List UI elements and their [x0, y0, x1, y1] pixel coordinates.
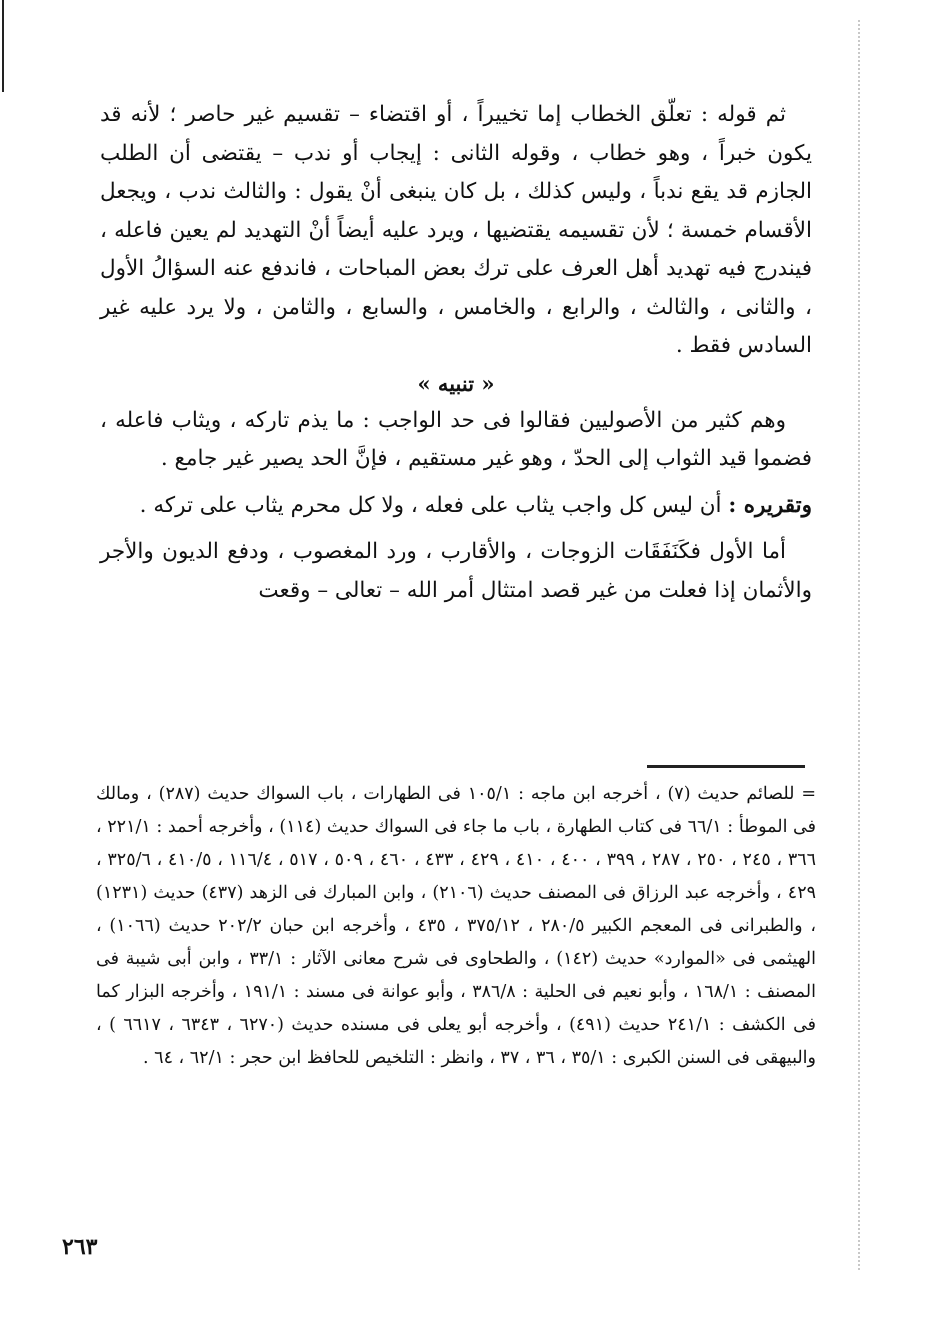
paragraph-1: ثم قوله : تعلّق الخطاب إما تخييراً ، أو اقتضاء – تقسيم غير حاصر ؛ لأنه قد يكون خبراً ، وهو خطاب ، وقوله الثانى : إيجاب أو ندب – يقتضى أن الطلب الجازم قد يقع ندباً ، وليس كذلك ، بل كان ينبغى أنْ يقول : والثالث ندب ، ويجعل الأقسام خمسة ؛ لأن تقسيمه يقتضيها ، ويرد عليه أيضاً أنْ التهديد لم يعين فاعله ، فيندرج فيه تهديد أهل العرف على ترك بعض المباحات ، فاندفع عنه السؤالُ الأول ، والثانى ، والثالث ، والرابع ، والخامس ، والسابع ، والثامن ، ولا يرد عليه غير السادس فقط .: [100, 102, 812, 358]
left-margin-rule: [2, 0, 4, 92]
footnote-separator: [647, 765, 805, 768]
page-number: ٢٦٣: [62, 1234, 98, 1260]
footnote-text: = للصائم حديث (٧) ، أخرجه ابن ماجه : ١٠٥/١ فى الطهارات ، باب السواك حديث (٢٨٧) ، ومالك فى الموطأ : ٦٦/١ فى كتاب الطهارة ، باب ما جاء فى السواك حديث (١١٤) ، وأخرجه أحمد : ٢٢١/١ ، ٣٦٦ ، ٢٤٥ ، ٢٥٠ ، ٢٨٧ ، ٣٩٩ ، ٤٠٠ ، ٤١٠ ، ٤٢٩ ، ٤٣٣ ، ٤٦٠ ، ٥٠٩ ، ٥١٧ ، ١١٦/٤ ، ٤١٠/٥ ، ٣٢٥/٦ ، ٤٢٩ ، وأخرجه عبد الرزاق فى المصنف حديث (٢١٠٦) ، وابن المبارك فى الزهد (٤٣٧) حديث (١٢٣١) ، والطبرانى فى المعجم الكبير ٢٨٠/٥ ، ٣٧٥/١٢ ، ٤٣٥ ، وأخرجه ابن حبان ٢٠٢/٢ حديث (١٠٦٦) ، الهيثمى فى «الموارد» حديث (١٤٢) ، والطحاوى فى شرح معانى الآثار : ٣٣/١ ، وابن أبى شيبة فى المصنف : ١٦٨/١ ، وأبو نعيم فى الحلية : ٣٨٦/٨ ، وأبو عوانة فى مسند : ١٩١/١ ، وأخرجه البزار كما فى الكشف : ٢٤١/١ حديث (٤٩١) ، وأخرجه أبو يعلى فى مسنده حديث (٦٢٧٠ ، ٦٣٤٣ ، ٦٦١٧ ) ، والبيهقى فى السنن الكبرى : ٣٥/١ ، ٣٦ ، ٣٧ ، وانظر : التلخيص للحافظ ابن حجر : ٦٢/١ ، ٦٤ .: [96, 784, 817, 1068]
paragraph-3-lead: وتقريره :: [728, 492, 812, 518]
footnotes: [96, 778, 816, 1075]
paragraph-gap: [100, 525, 812, 533]
page-body: [100, 96, 812, 610]
paragraph-4: أما الأول فكَنَفَقَات الزوجات ، والأقارب ، ورد المغصوب ، ودفع الديون والأجر والأثمان إذا فعلت من غير قصد امتثال أمر الله – تعالى – وقعت: [100, 539, 812, 603]
paragraph-2: وهم كثير من الأصوليين فقالوا فى حد الواجب : ما يذم تاركه ، ويثاب فاعله ، فضموا قيد الثواب إلى الحدّ ، وهو غير مستقيم ، فإنَّ الحد يصير غير جامع .: [100, 407, 812, 471]
right-margin-dotted-guide: [858, 20, 860, 1270]
section-heading: « تنبيه »: [417, 370, 495, 396]
main-text: [100, 96, 812, 610]
paragraph-3: [100, 487, 812, 526]
paragraph-3-text: أن ليس كل واجب يثاب على فعله ، ولا كل محرم يثاب على تركه .: [139, 492, 722, 518]
paragraph-gap: [100, 479, 812, 487]
